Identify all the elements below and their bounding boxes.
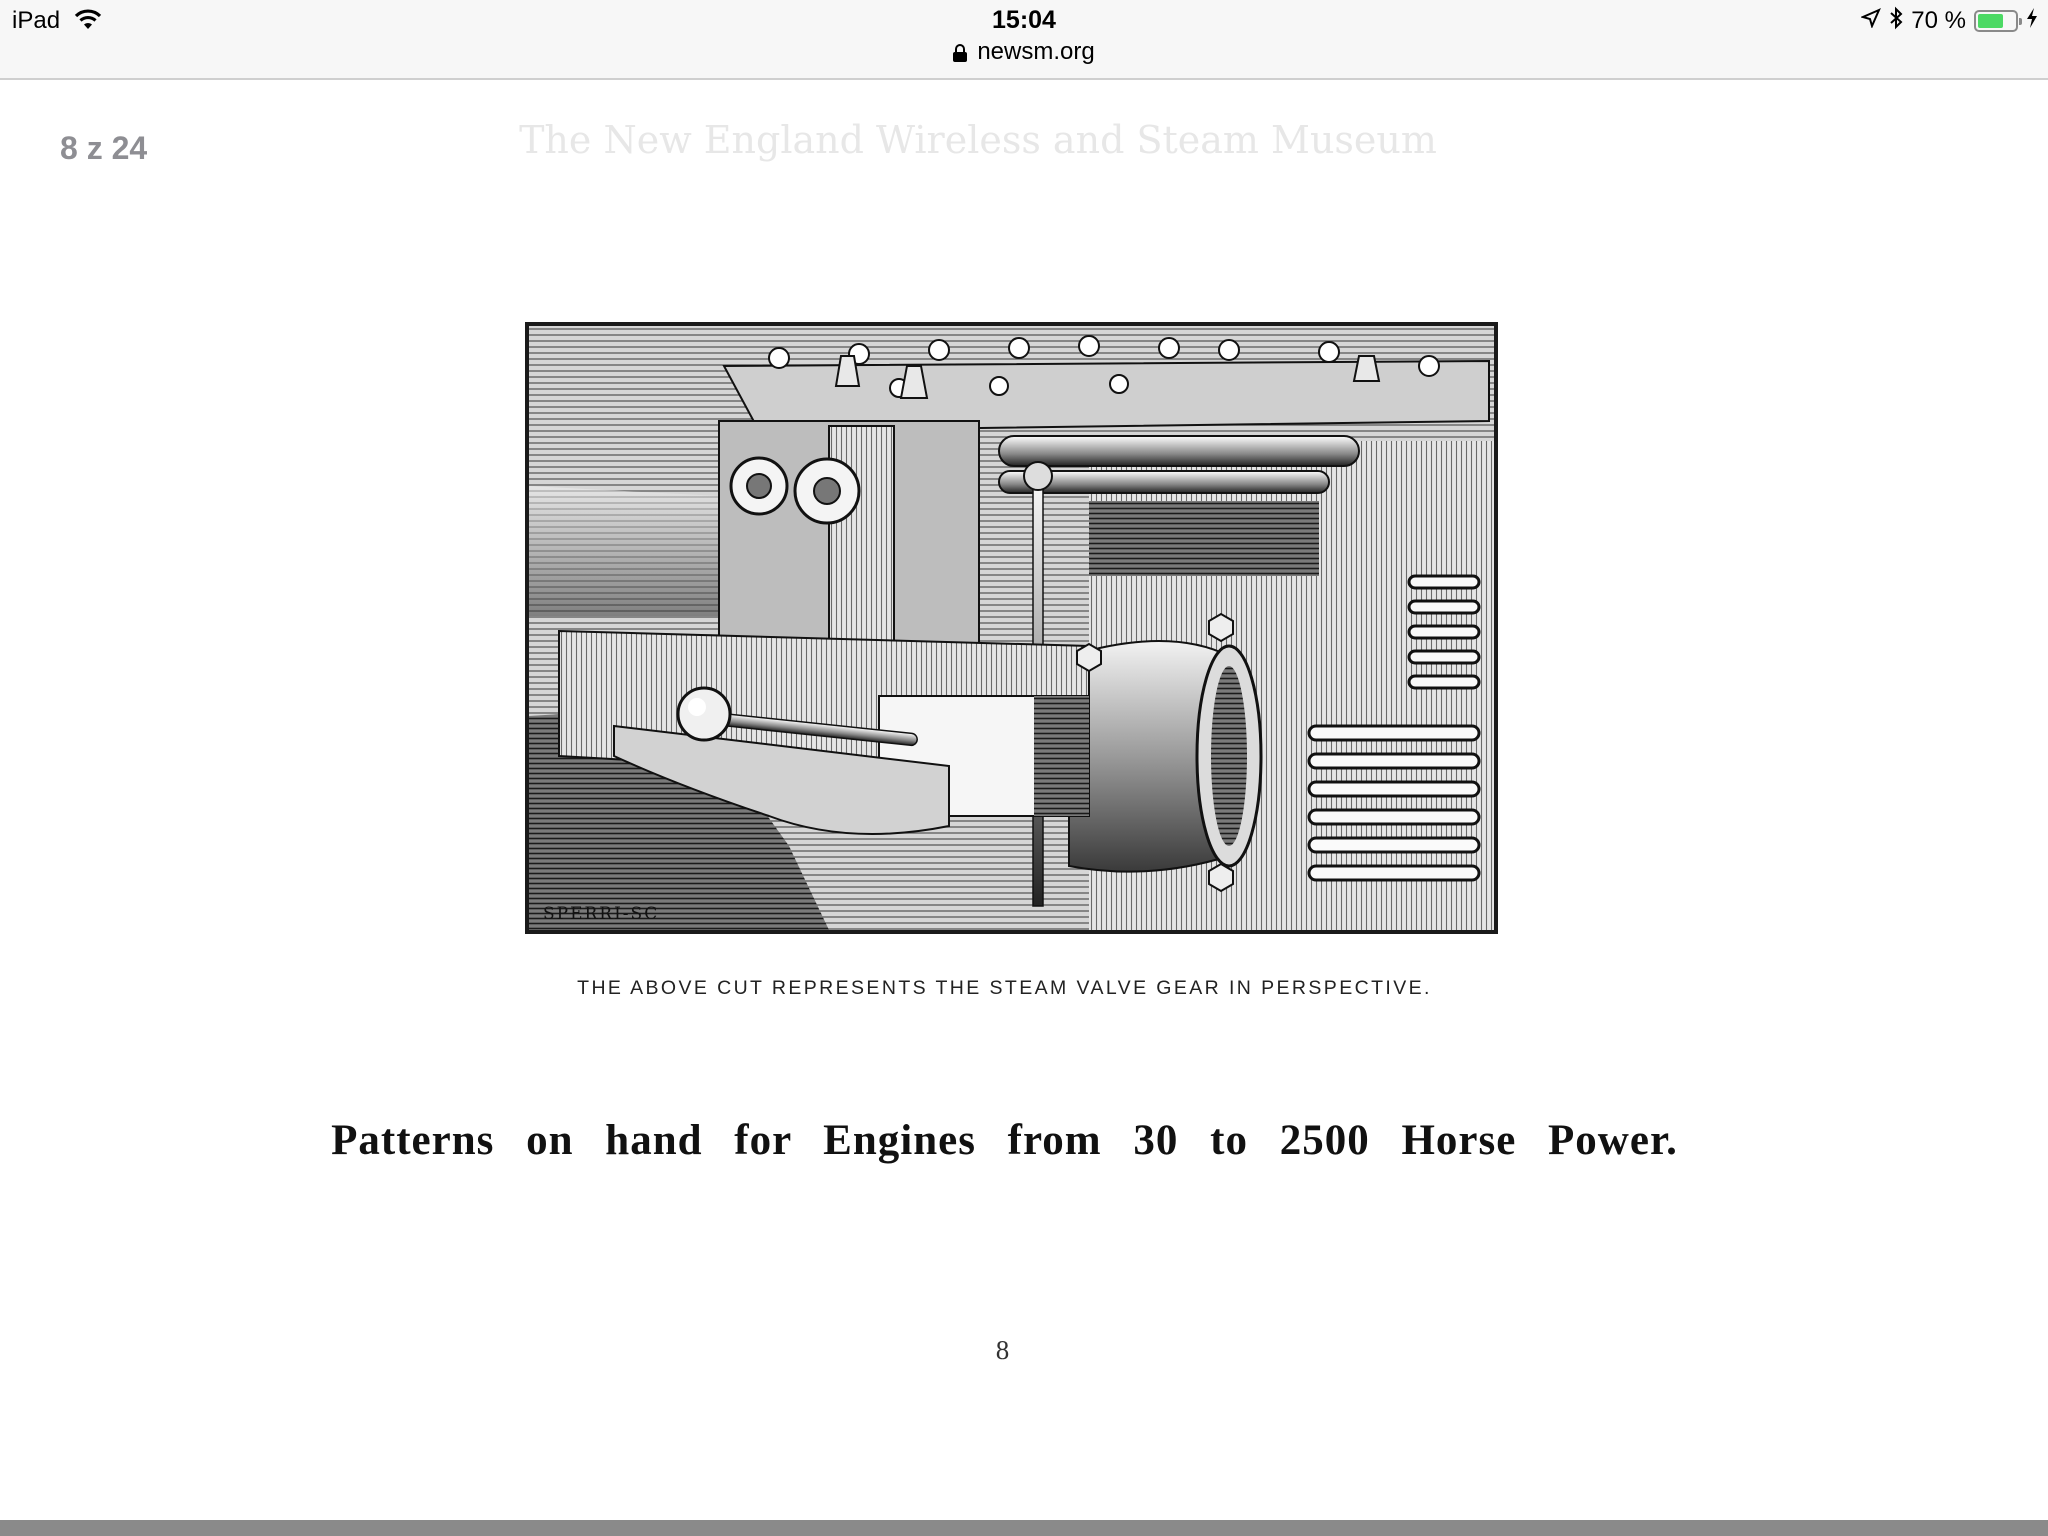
document-header: The New England Wireless and Steam Museum bbox=[519, 118, 1437, 162]
status-address-bar bbox=[0, 0, 2048, 80]
address-field[interactable] bbox=[0, 38, 2048, 66]
charging-bolt-icon bbox=[2026, 7, 2038, 35]
page-number: 8 bbox=[995, 1335, 1010, 1365]
page-headline: Patterns on hand for Engines from 30 to 2500 Horse Power. bbox=[331, 1117, 1678, 1164]
location-arrow-icon bbox=[1861, 7, 1881, 35]
battery-level bbox=[1978, 14, 2003, 28]
engraver-signature: SPERRI-SC bbox=[543, 904, 660, 924]
battery-percent: 70 % bbox=[1911, 7, 1966, 34]
bluetooth-icon bbox=[1889, 6, 1903, 37]
figure-caption: THE ABOVE CUT REPRESENTS THE STEAM VALVE GEAR IN PERSPECTIVE. bbox=[577, 977, 1432, 999]
bottom-toolbar-edge bbox=[0, 1520, 2048, 1536]
page-counter: 8 z 24 bbox=[60, 130, 148, 166]
lock-icon bbox=[953, 46, 967, 62]
status-right bbox=[1861, 6, 2038, 36]
battery-icon bbox=[1974, 10, 2018, 32]
status-time: 15:04 bbox=[992, 6, 1056, 34]
device-name: iPad bbox=[12, 7, 61, 34]
url-text: newsm.org bbox=[977, 38, 1095, 65]
engraving-drawing bbox=[529, 326, 1494, 930]
steam-valve-gear-illustration bbox=[525, 322, 1498, 934]
